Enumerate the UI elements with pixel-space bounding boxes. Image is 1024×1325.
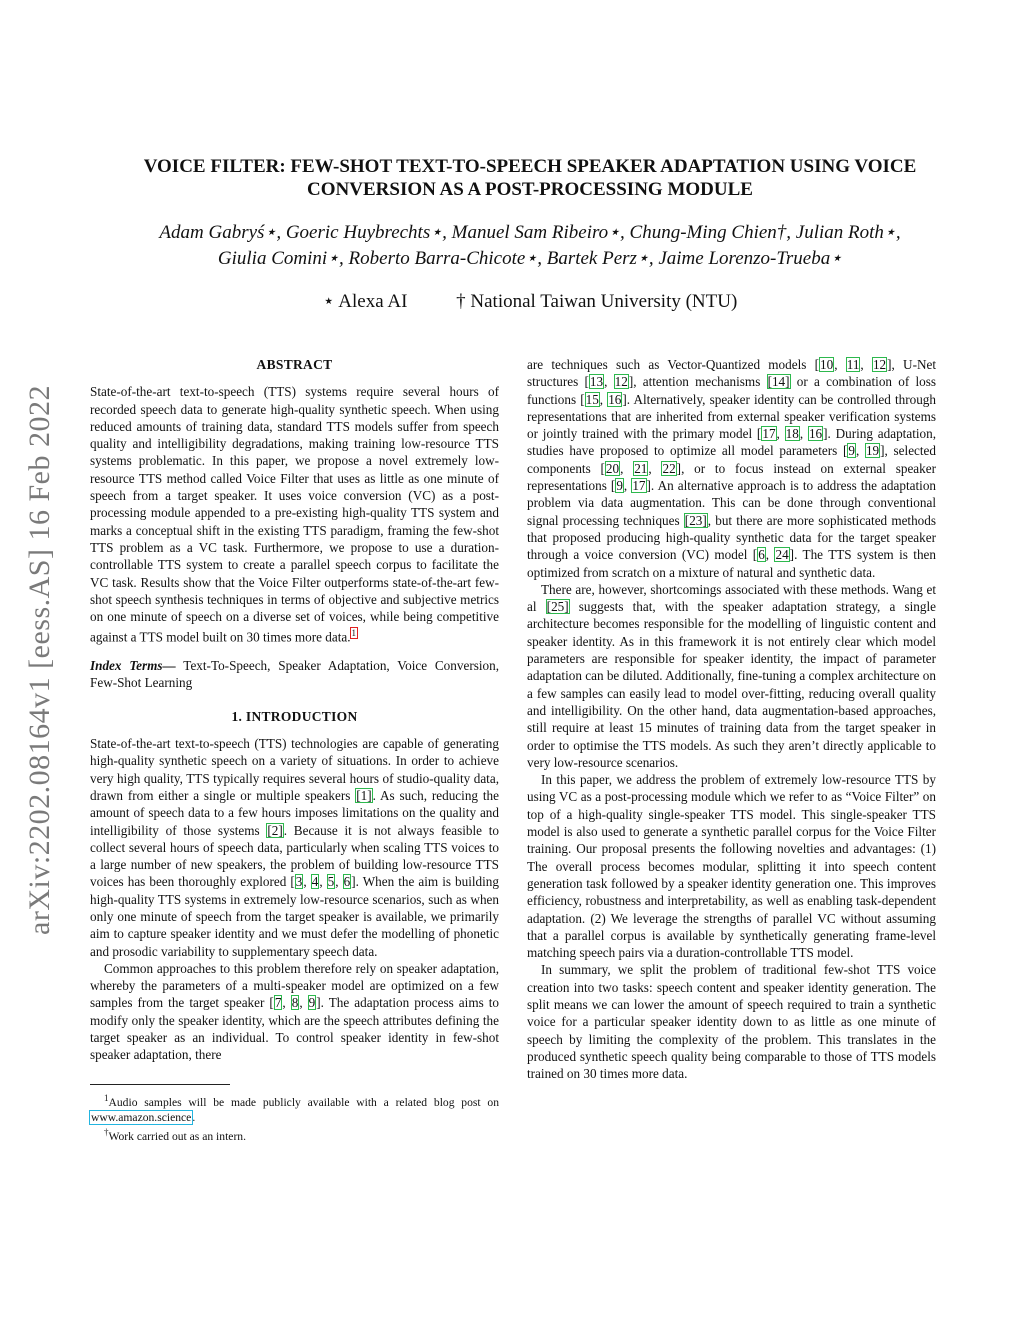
footnote-rule [90,1084,230,1085]
intro-paragraph-2: Common approaches to this problem therefore rely on speaker adaptation, whereby the parameters of a multi-speaker model are optimized on a few samples from the target speaker [7, 8, 9]. The adaptation process aims to modify only the speaker identity, which are the speech attributes defining the target speaker as an individual. To control speaker identity in few-shot speaker adaptation, there [90,960,500,1063]
arxiv-identifier: arXiv:2202.08164v1 [eess.AS] 16 Feb 2022 [23,385,56,935]
citation-link[interactable]: 13 [589,374,604,390]
title-line-2: CONVERSION AS A POST-PROCESSING MODULE [307,179,753,200]
citation-link[interactable]: 17 [762,426,776,442]
citation-link[interactable]: 21 [634,460,648,476]
citation-link[interactable]: [1] [356,787,372,803]
citation-link[interactable]: 11 [846,357,860,372]
authors-line-2: Giulia Comini⋆, Roberto Barra-Chicote⋆, Bartek Perz⋆, Jaime Lorenzo-Trueba⋆ [217,248,843,269]
index-terms [90,657,499,692]
citation-link[interactable]: 4 [311,874,319,890]
intro-paragraph-1: State-of-the-art text-to-speech (TTS) technologies are capable of generating high-quality synthetic speech on a variety of situations. In order to achieve very high quality, TTS typically requires several hours of studio-quality data, drawn from either a single or multiple speakers [1]. As such, reducing the amount of speech data to a few hours imposes limitations on the quality and intelligibility of those systems [2]. Because it is not always feasible to collect several hours of speech data, particularly when scaling TTS voices to a large number of new speakers, the problem of building low-resource TTS voices has been thoroughly explored [3, 4, 5, 6]. When the aim is building high-quality TTS systems in extremely low-resource scenarios, such as when only one minute of speech from the target speaker is available, we primarily aim to capture speaker identity and we must defer the modelling of phonetic and prosodic variability to supplementary speech data. [90,736,499,959]
abstract-text: State-of-the-art text-to-speech (TTS) systems require several hours of recorded speech data to generate high-quality synthetic speech. When using reduced amounts of training data, standard TTS models suffer from speech quality and intelligibility degradations, making training low-resource TTS systems problematic. In this paper, we propose a novel extremely low-resource TTS method called Voice Filter that uses as little as one minute of speech from a target speaker. It uses voice conversion (VC) as a post-processing module appended to a pre-existing high-quality TTS system and marks a conceptual shift in the existing TTS paradigm, framing the few-shot TTS problem as a VC task. Furthermore, we propose to use a duration-controllable TTS system to create a parallel speech corpus to facilitate the VC task. Results show that the Voice Filter outperforms state-of-the-art few-shot speech synthesis techniques in terms of objective and subjective metrics on one minute of speech on a diverse set of voices, while being competitive against a TTS model built on 30 times more data.$^1$ [90,384,499,645]
index-terms-text: Text-To-Speech, Speaker Adaptation, Voice Conversion, Few-Shot Learning [90,658,499,691]
citation-link[interactable]: 5 [327,874,335,890]
affiliation-alexa: ⋆ Alexa AI [322,291,408,312]
paper-title [90,155,970,201]
title-line-1: VOICE FILTER: FEW-SHOT TEXT-TO-SPEECH SPEAKER ADAPTATION USING VOICE [143,156,917,177]
citation-link[interactable]: [2] [267,822,283,838]
footnote-2: †Work carried out as an intern. [104,1126,246,1143]
left-column [90,356,499,1143]
citation-link[interactable]: 8 [291,995,299,1011]
citation-link[interactable]: 9 [308,995,316,1011]
right-paragraph-4: In summary, we split the problem of traditional few-shot TTS voice creation into two tasks: speech content and speaker identity generation. The split means we can lower the amount of speech required to train a synthetic voice for a particular speaker identity down to as little as one minute of speech by limiting the complexity of the problem. This translates in the produced synthetic speech quality being comparable to those of TTS models trained on 30 times more data. [527,962,936,1082]
citation-link[interactable]: 18 [785,426,799,442]
amazon-science-link[interactable]: www.amazon.science [91,1110,192,1124]
citation-link[interactable]: 17 [632,478,646,494]
citation-link[interactable]: 24 [775,547,789,563]
introduction-heading: 1. INTRODUCTION [231,708,358,724]
footnote-1: $^1$Audio samples will be made publicly available with a related blog post on www.amazon.science. [91,1092,499,1124]
citation-link[interactable]: 10 [820,357,834,372]
authors-line-1: Adam Gabryś⋆, Goeric Huybrechts⋆, Manuel Sam Ribeiro⋆, Chung-Ming Chien†, Julian Roth⋆, [159,222,901,243]
citation-link[interactable]: 3 [295,874,303,890]
citation-link[interactable]: [23] [684,512,707,528]
right-column [527,356,936,1082]
citation-link[interactable]: 12 [614,374,628,390]
citation-link[interactable]: 6 [758,547,765,563]
citation-link[interactable]: 9 [616,478,623,494]
citation-link[interactable]: 7 [274,995,282,1011]
citation-link[interactable]: 19 [865,443,880,459]
footnotes [90,1091,499,1144]
citation-link[interactable]: 12 [872,357,887,372]
citation-link[interactable]: 16 [608,391,622,407]
affiliations [90,290,970,313]
citation-link[interactable]: 9 [848,443,855,459]
citation-link[interactable]: [14] [767,374,790,390]
citation-link[interactable]: 16 [808,426,823,442]
affiliation-ntu: † National Taiwan University (NTU) [456,291,738,312]
index-terms-label: Index Terms— [90,658,176,674]
citation-link[interactable]: 6 [343,874,351,890]
citation-link[interactable]: 15 [585,391,599,407]
right-paragraph-1: are techniques such as Vector-Quantized models [10, 11, 12], U-Net structures [13, 12], attention mechanisms [14] or a combination of loss functions [15, 16]. Alternatively, speaker identity can be controlled through representations that are inherited from external speaker verification systems or jointly trained with the primary model [17, 18, 16]. During adaptation, studies have proposed to optimize all model parameters [9, 19], selected components [20, 21, 22], or to focus instead on external speaker representations [9, 17]. An alternative approach is to address the adaptation problem via data augmentation. This can be done through conventional signal processing techniques [23], but there are more sophisticated methods that proposed producing high-quality synthetic data for the target speaker through a voice conversion (VC) model [6, 24]. The TTS system is then optimized from scratch on a mixture of natural and synthetic data. [527,357,937,580]
abstract-heading: ABSTRACT [256,357,333,372]
author-list [90,220,970,272]
citation-link[interactable]: [25] [546,599,569,615]
right-paragraph-2: There are, however, shortcomings associated with these methods. Wang et al [25] suggests that, with the speaker adaptation strategy, a single architecture becomes responsible for the modelling of linguistic content and speaker identity. As in this framework it is not entirely clear which model parameters are responsible for speaker identity, the impact of parameter adaptation can be diluted. Additionally, fine-tuning a complex architecture on a few samples can easily lead to model over-fitting, reducing overall quality and intelligibility. On the other hand, data augmentation-based approaches, still require at least 15 minutes of training data from the target speaker in order to optimise the TTS models. As such they aren’t directly applicable to very low-resource scenarios. [527,581,936,770]
footnote-ref-1[interactable]: 1 [351,628,357,639]
citation-link[interactable]: 22 [662,460,676,476]
citation-link[interactable]: 20 [605,460,620,476]
arxiv-side-label [18,345,62,975]
right-paragraph-3: In this paper, we address the problem of extremely low-resource TTS by using VC as a post-processing module which we refer to as “Voice Filter” on top of a high-quality single-speaker TTS model. This single-speaker TTS model is also used to generate a synthetic parallel corpus for the Voice Filter training. Our proposal presents the following novelties and advantages: (1) The overall process becomes modular, splitting it into speech content generation task followed by a speaker identity generation one. This improves efficiency, robustness and interpretability, as well as enabling task-dependent adaptation. (2) We leverage the strengths of parallel VC without assuming that a parallel corpus is available by synthetically generating frame-level matching speech pairs via a duration-controllable TTS model. [527,772,936,961]
